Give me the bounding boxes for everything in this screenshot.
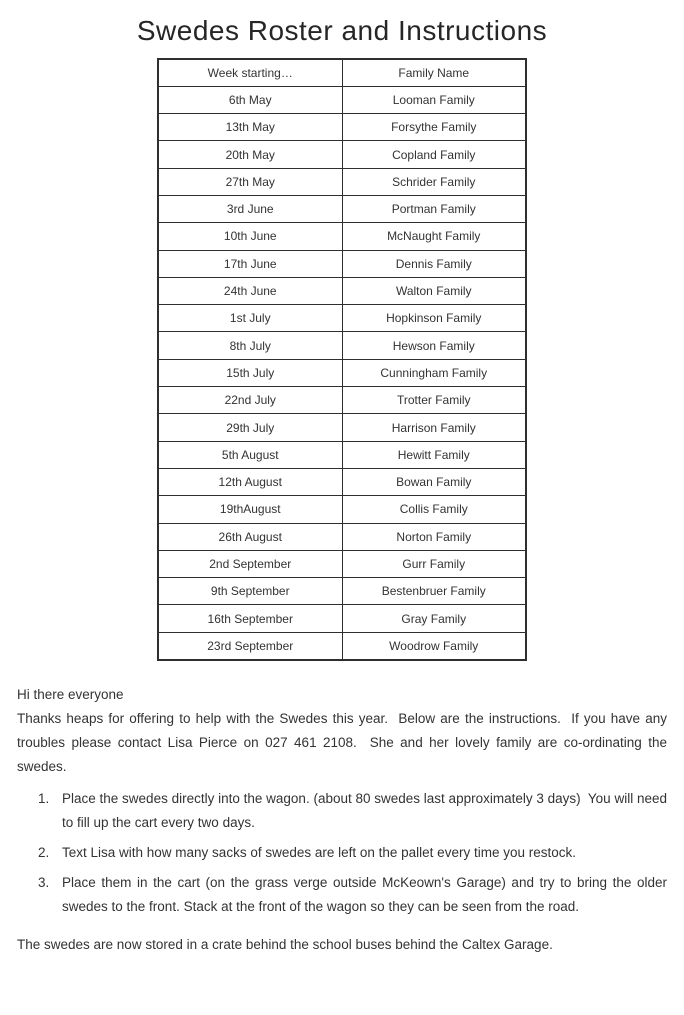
instruction-text: Place the swedes directly into the wagon. (about 80 swedes last approximately 3 days) You will need to fill up the cart every two days. — [62, 790, 671, 830]
week-cell: 26th August — [158, 523, 342, 550]
week-cell: 9th September — [158, 578, 342, 605]
week-cell: 5th August — [158, 441, 342, 468]
storage-note: The swedes are now stored in a crate behind the school buses behind the Caltex Garage. — [17, 936, 553, 952]
table-row — [158, 86, 526, 113]
family-cell: Cunningham Family — [342, 359, 526, 386]
document-page — [0, 15, 684, 1015]
week-cell: 10th June — [158, 223, 342, 250]
table-row — [158, 223, 526, 250]
week-cell: 29th July — [158, 414, 342, 441]
family-cell: Collis Family — [342, 496, 526, 523]
week-cell: 3rd June — [158, 195, 342, 222]
week-cell: 17th June — [158, 250, 342, 277]
week-cell: 27th May — [158, 168, 342, 195]
table-row — [158, 550, 526, 577]
family-cell: Bestenbruer Family — [342, 578, 526, 605]
header-row — [158, 59, 526, 86]
week-cell: 8th July — [158, 332, 342, 359]
family-cell: Portman Family — [342, 195, 526, 222]
table-row — [158, 168, 526, 195]
week-cell: 12th August — [158, 468, 342, 495]
table-row — [158, 141, 526, 168]
column-header-week: Week starting… — [158, 59, 342, 86]
week-cell: 6th May — [158, 86, 342, 113]
family-cell: Gray Family — [342, 605, 526, 632]
instruction-number: 2. — [38, 844, 50, 860]
instruction-item — [17, 787, 671, 835]
instructions-section — [0, 683, 684, 957]
week-cell: 19thAugust — [158, 496, 342, 523]
table-row — [158, 195, 526, 222]
table-row — [158, 250, 526, 277]
instruction-text: Text Lisa with how many sacks of swedes are left on the pallet every time you restock. — [62, 844, 576, 860]
table-row — [158, 114, 526, 141]
week-cell: 16th September — [158, 605, 342, 632]
roster-table — [157, 58, 527, 661]
roster-table-body — [158, 86, 526, 659]
family-cell: Harrison Family — [342, 414, 526, 441]
table-row — [158, 632, 526, 659]
table-row — [158, 496, 526, 523]
instruction-text: Place them in the cart (on the grass verge outside McKeown's Garage) and try to bring the older swedes to the front. Stack at the front of the wagon so they can be seen from the road. — [62, 874, 671, 914]
week-cell: 2nd September — [158, 550, 342, 577]
table-row — [158, 305, 526, 332]
instruction-number: 1. — [38, 790, 50, 806]
table-row — [158, 359, 526, 386]
family-cell: Gurr Family — [342, 550, 526, 577]
family-cell: Woodrow Family — [342, 632, 526, 659]
family-cell: Trotter Family — [342, 387, 526, 414]
column-header-family: Family Name — [342, 59, 526, 86]
table-row — [158, 523, 526, 550]
family-cell: Walton Family — [342, 277, 526, 304]
week-cell: 24th June — [158, 277, 342, 304]
table-row — [158, 605, 526, 632]
instruction-item — [17, 871, 671, 919]
table-row — [158, 387, 526, 414]
table-row — [158, 332, 526, 359]
week-cell: 15th July — [158, 359, 342, 386]
family-cell: Dennis Family — [342, 250, 526, 277]
table-row — [158, 414, 526, 441]
week-cell: 23rd September — [158, 632, 342, 659]
week-cell: 20th May — [158, 141, 342, 168]
greeting-line: Hi there everyone — [17, 686, 124, 702]
week-cell: 1st July — [158, 305, 342, 332]
family-cell: Norton Family — [342, 523, 526, 550]
instruction-list — [17, 787, 671, 919]
table-row — [158, 441, 526, 468]
week-cell: 13th May — [158, 114, 342, 141]
intro-paragraph: Thanks heaps for offering to help with the Swedes this year. Below are the instructions. If you have any troubles please contact Lisa Pierce on 027 461 2108. She and her lovely family are co-ordinating the swedes. — [17, 710, 671, 774]
family-cell: Copland Family — [342, 141, 526, 168]
table-row — [158, 468, 526, 495]
family-cell: Hewson Family — [342, 332, 526, 359]
family-cell: McNaught Family — [342, 223, 526, 250]
instruction-number: 3. — [38, 874, 50, 890]
week-cell: 22nd July — [158, 387, 342, 414]
family-cell: Looman Family — [342, 86, 526, 113]
family-cell: Schrider Family — [342, 168, 526, 195]
page-title: Swedes Roster and Instructions — [136, 15, 548, 46]
family-cell: Bowan Family — [342, 468, 526, 495]
family-cell: Forsythe Family — [342, 114, 526, 141]
roster-table-head — [158, 59, 526, 86]
table-row — [158, 578, 526, 605]
instruction-item — [17, 841, 667, 865]
family-cell: Hopkinson Family — [342, 305, 526, 332]
table-row — [158, 277, 526, 304]
family-cell: Hewitt Family — [342, 441, 526, 468]
